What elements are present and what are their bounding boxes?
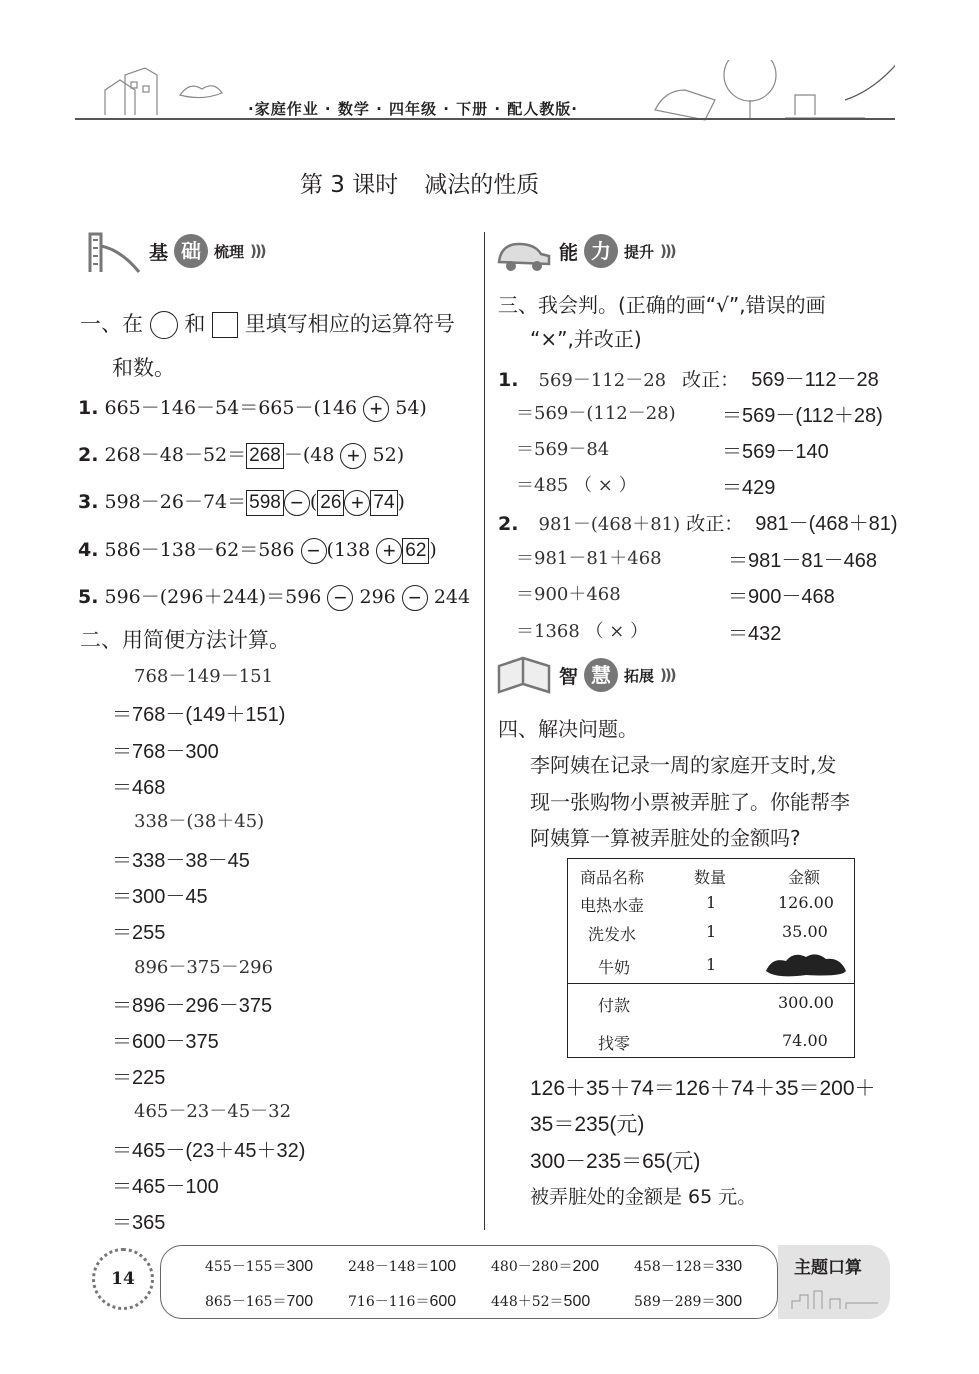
q2-step: ＝300－45 <box>112 886 208 908</box>
receipt-item-name: 牛奶 <box>598 958 631 977</box>
oral-calc-a: 300 <box>286 1258 314 1275</box>
receipt-item-qty: 1 <box>706 922 717 941</box>
q1-item <box>78 393 427 422</box>
oral-calc-label: 主题口算 <box>794 1258 862 1278</box>
lesson-label: 第 3 课时 <box>300 172 399 198</box>
expr-text: ( <box>309 491 318 513</box>
operator-answer: + <box>376 538 402 564</box>
operator-answer: − <box>402 585 428 611</box>
q2-step: ＝896－296－375 <box>112 995 273 1017</box>
receipt-item-amount: 35.00 <box>782 922 828 941</box>
q4-text-line: 阿姨算一算被弄脏处的金额吗? <box>530 826 801 850</box>
item-number: 5. <box>78 586 99 608</box>
expr-text: ) <box>429 539 437 561</box>
q1-item <box>78 535 437 564</box>
page-number: 14 <box>111 1269 135 1289</box>
correct-label: 改正： <box>686 513 744 535</box>
oral-calc-q: 716－116＝ <box>348 1294 430 1310</box>
header-text: ·家庭作业 · 数学 · 四年级 · 下册 · 配人教版· <box>248 100 578 118</box>
operator-answer: + <box>344 490 370 516</box>
q1-prompt-a: 一、在 <box>80 312 143 336</box>
skyline-icon <box>790 1285 880 1311</box>
correct-label: 改正： <box>682 369 740 391</box>
q2-step: ＝768－(149＋151) <box>112 704 286 726</box>
oral-calc-q: 865－165＝ <box>205 1294 287 1310</box>
oral-calc-a: 100 <box>429 1258 457 1275</box>
section-badge-ability <box>495 228 675 274</box>
q1-item <box>78 582 470 611</box>
expr-text: 598－26－74＝ <box>104 491 247 513</box>
q2-step: ＝465－100 <box>112 1176 219 1198</box>
badge-rest: 拓展 <box>624 666 655 685</box>
oral-calc-item <box>491 1291 590 1311</box>
q1-prompt-cont: 和数。 <box>112 356 175 380</box>
book-icon <box>495 652 553 698</box>
page-number-gear <box>92 1248 154 1310</box>
badge-arcs: ))) <box>660 242 675 260</box>
expr-text: 596－(296＋244)＝596 <box>104 586 322 608</box>
q3-step: ＝569－84 <box>516 439 610 460</box>
receipt-item-qty: 1 <box>706 955 717 974</box>
operator-answer: − <box>327 585 353 611</box>
q2-expression: 768－149－151 <box>134 666 274 687</box>
q4-prompt: 四、解决问题。 <box>498 717 638 741</box>
q2-step: ＝468 <box>112 777 166 799</box>
expr-text: 586－138－62＝586 <box>104 539 295 561</box>
badge-circle-char: 力 <box>584 234 618 268</box>
q3-step: ＝1368 （ × ） <box>516 621 649 642</box>
badge-circle-char: 础 <box>174 234 208 268</box>
q2-step: ＝338－38－45 <box>112 850 250 872</box>
item-number: 1. <box>78 397 99 419</box>
slide-icon <box>85 228 143 274</box>
receipt-pay-label: 付款 <box>598 996 631 1015</box>
q3-step: ＝900＋468 <box>516 584 621 605</box>
expr-text: 981－(468＋81) <box>538 514 681 535</box>
expr-text: 296 <box>359 586 396 608</box>
expr-text: (138 <box>326 539 371 561</box>
q4-answer-line: 300－235＝65(元) <box>530 1150 701 1173</box>
oral-calc-a: 600 <box>429 1293 457 1310</box>
q3-correction: ＝432 <box>728 623 782 645</box>
expr-text: 244 <box>433 586 471 608</box>
oral-calc-a: 300 <box>715 1293 743 1310</box>
item-number: 4. <box>78 539 99 561</box>
number-answer: 26 <box>317 490 344 516</box>
q4-answer-line: 35＝235(元) <box>530 1113 645 1136</box>
oral-calc-item <box>348 1256 456 1276</box>
q3-correction: ＝900－468 <box>728 586 835 608</box>
lesson-topic: 减法的性质 <box>424 172 540 198</box>
q2-expression: 465－23－45－32 <box>134 1101 292 1122</box>
oral-calc-item <box>205 1256 313 1276</box>
q2-step: ＝465－(23＋45＋32) <box>112 1140 306 1162</box>
q1-prompt-c: 里填写相应的运算符号 <box>244 312 455 336</box>
operator-answer: − <box>301 538 327 564</box>
badge-char: 能 <box>559 241 579 264</box>
badge-rest: 梳理 <box>214 242 245 261</box>
number-answer: 598 <box>246 490 284 516</box>
receipt-col-name: 商品名称 <box>580 868 645 887</box>
oral-calc-a: 700 <box>286 1293 314 1310</box>
expr-text: 54) <box>395 397 427 419</box>
expr-text: 569－112－28 <box>538 370 667 391</box>
expr-text: 268－48－52＝ <box>104 444 247 466</box>
oral-calc-q: 455－155＝ <box>205 1259 287 1275</box>
oral-calc-a: 200 <box>572 1258 600 1275</box>
q2-step: ＝365 <box>112 1212 166 1234</box>
oral-calc-a: 330 <box>715 1258 743 1275</box>
q2-expression: 896－375－296 <box>134 957 274 978</box>
q2-step: ＝600－375 <box>112 1031 219 1053</box>
q2-step: ＝225 <box>112 1067 166 1089</box>
number-answer: 62 <box>402 538 429 564</box>
column-divider <box>484 232 485 1230</box>
receipt-col-amount: 金额 <box>788 868 821 887</box>
q3-correction: ＝569－140 <box>722 441 829 463</box>
q4-answer-sentence: 被弄脏处的金额是 65 元。 <box>530 1186 757 1208</box>
oral-calc-item <box>348 1291 456 1311</box>
expr-text: 52) <box>372 444 405 466</box>
q1-prompt-b: 和 <box>184 312 206 336</box>
empty-circle <box>150 311 178 339</box>
receipt-pay-amount: 300.00 <box>778 993 834 1012</box>
receipt-change-amount: 74.00 <box>782 1031 828 1050</box>
operator-answer: + <box>363 396 389 422</box>
ink-stain-icon <box>764 951 848 977</box>
oral-calc-tab <box>778 1245 890 1319</box>
oral-calc-item <box>634 1256 742 1276</box>
receipt-col-qty: 数量 <box>694 868 727 887</box>
q1-item <box>78 487 405 516</box>
item-number: 2. <box>78 444 99 466</box>
operator-answer: + <box>340 443 366 469</box>
q4-text-line: 现一张购物小票被弄脏了。你能帮李 <box>530 790 850 814</box>
badge-circle-char: 慧 <box>584 658 618 692</box>
item-number: 3. <box>78 491 99 513</box>
q3-step: ＝981－81＋468 <box>516 548 662 569</box>
expr-text: －(48 <box>283 444 335 466</box>
correction-head: 981－(468＋81) <box>755 513 898 535</box>
q1-item <box>78 440 404 469</box>
q3-step: ＝569－(112－28) <box>516 403 676 424</box>
q3-correction: ＝569－(112＋28) <box>722 405 883 427</box>
receipt-divider <box>568 983 854 984</box>
oral-calc-q: 448＋52＝ <box>491 1294 564 1310</box>
oral-calc-q: 589－289＝ <box>634 1294 716 1310</box>
q2-prompt: 二、用简便方法计算。 <box>80 628 290 652</box>
section-badge-basic <box>85 228 265 274</box>
q4-text-line: 李阿姨在记录一周的家庭开支时,发 <box>530 753 837 777</box>
q3-prompt-cont: “×”,并改正) <box>530 327 642 351</box>
q2-step: ＝255 <box>112 922 166 944</box>
q3-correction: ＝981－81－468 <box>728 550 877 572</box>
expr-text: ) <box>397 491 405 513</box>
oral-calc-item <box>491 1256 599 1276</box>
receipt-item-name: 电热水壶 <box>580 896 645 915</box>
receipt-item-name: 洗发水 <box>588 925 637 944</box>
q2-step: ＝768－300 <box>112 741 219 763</box>
badge-char: 智 <box>559 665 579 688</box>
item-number: 2. <box>498 513 519 535</box>
oral-calc-q: 480－280＝ <box>491 1259 573 1275</box>
q3-step: ＝485 （ × ） <box>516 475 637 496</box>
header-divider <box>75 118 895 120</box>
badge-arcs: ))) <box>660 666 675 684</box>
expr-text: 665－146－54＝665－(146 <box>104 397 358 419</box>
item-number: 1. <box>498 369 519 391</box>
q3-correction: ＝429 <box>722 477 776 499</box>
number-answer: 74 <box>370 490 397 516</box>
car-icon <box>495 228 553 274</box>
receipt-item-amount: 126.00 <box>778 893 834 912</box>
oral-calc-a: 500 <box>563 1293 591 1310</box>
q3-prompt: 三、我会判。(正确的画“√”,错误的画 <box>498 293 826 317</box>
q2-expression: 338－(38＋45) <box>134 811 265 832</box>
oral-calc-q: 248－148＝ <box>348 1259 430 1275</box>
number-answer: 268 <box>246 443 284 469</box>
section-badge-wisdom <box>495 652 675 698</box>
oral-calc-q: 458－128＝ <box>634 1259 716 1275</box>
q3-item <box>498 507 898 536</box>
empty-square <box>212 312 238 338</box>
page-title <box>300 166 539 199</box>
badge-char: 基 <box>149 241 169 264</box>
receipt <box>567 858 855 1058</box>
oral-calc-item <box>205 1291 313 1311</box>
q1-prompt <box>80 308 455 339</box>
oral-calc-item <box>634 1291 742 1311</box>
receipt-item-qty: 1 <box>706 893 717 912</box>
q4-answer-line: 126＋35＋74＝126＋74＋35＝200＋ <box>530 1077 876 1100</box>
badge-rest: 提升 <box>624 242 655 261</box>
receipt-change-label: 找零 <box>598 1034 631 1053</box>
operator-answer: − <box>284 490 310 516</box>
badge-arcs: ))) <box>250 242 265 260</box>
q3-item <box>498 363 879 392</box>
correction-head: 569－112－28 <box>751 369 879 391</box>
